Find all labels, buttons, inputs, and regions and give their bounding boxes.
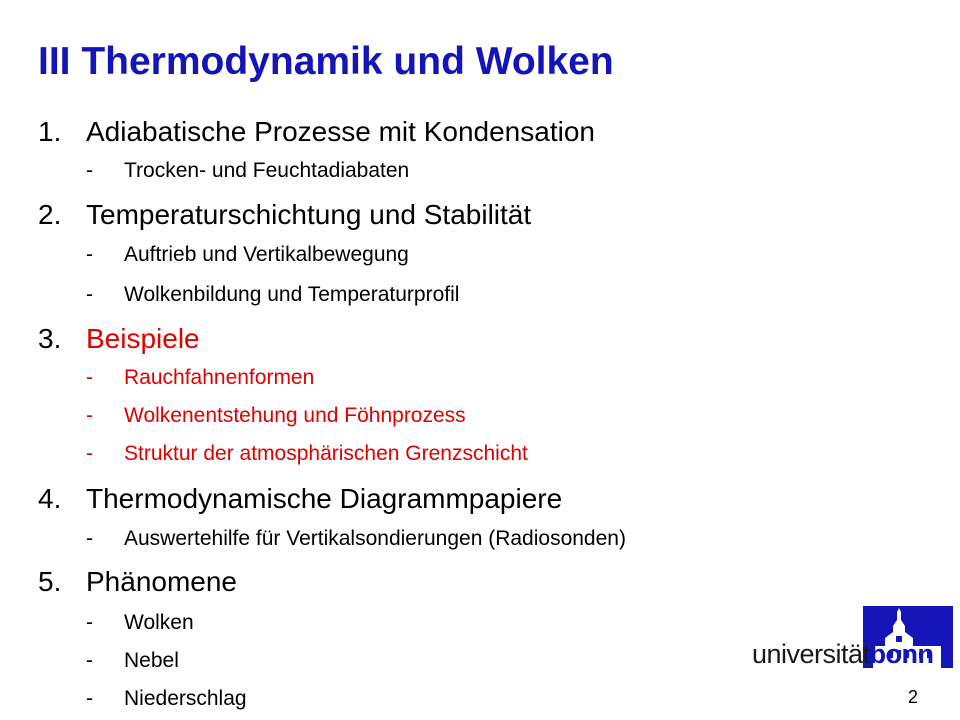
subitem-4-1 bbox=[86, 528, 626, 549]
item-number: 3. bbox=[38, 323, 62, 354]
subitem-2-1 bbox=[86, 244, 409, 265]
subitem-label: Struktur der atmosphärischen Grenzschicht bbox=[124, 442, 528, 465]
subitem-label: Wolken bbox=[124, 611, 194, 634]
subitem-label: Niederschlag bbox=[124, 687, 247, 710]
outline-item-5 bbox=[38, 568, 237, 596]
item-label: Phänomene bbox=[86, 566, 238, 597]
subitem-label: Auswertehilfe für Vertikalsondierungen (Radiosonden) bbox=[124, 527, 626, 550]
subitem-5-1 bbox=[86, 612, 194, 633]
item-label: Thermodynamische Diagrammpapiere bbox=[86, 483, 563, 514]
bullet-dash: - bbox=[86, 687, 93, 710]
bullet-dash: - bbox=[86, 283, 93, 306]
logo-text-bonn: bonn bbox=[869, 639, 934, 669]
item-label: Adiabatische Prozesse mit Kondensation bbox=[86, 116, 595, 147]
university-logo bbox=[752, 641, 934, 668]
subitem-label: Rauchfahnenformen bbox=[124, 366, 315, 389]
bullet-dash: - bbox=[86, 611, 93, 634]
item-label: Temperaturschichtung und Stabilität bbox=[86, 199, 532, 230]
subitem-3-2 bbox=[86, 405, 466, 426]
subitem-label: Wolkenbildung und Temperaturprofil bbox=[124, 283, 460, 306]
slide-title: III Thermodynamik und Wolken bbox=[38, 40, 614, 83]
item-number: 5. bbox=[38, 566, 62, 597]
outline-item-4 bbox=[38, 485, 562, 513]
subitem-5-3 bbox=[86, 688, 247, 709]
subitem-label: Wolkenentstehung und Föhnprozess bbox=[124, 404, 466, 427]
bullet-dash: - bbox=[86, 159, 93, 182]
item-number: 1. bbox=[38, 116, 62, 147]
outline-item-1 bbox=[38, 118, 595, 146]
page-number: 2 bbox=[908, 687, 919, 707]
subitem-1-1 bbox=[86, 160, 409, 181]
subitem-3-3 bbox=[86, 443, 528, 464]
subitem-3-1 bbox=[86, 367, 314, 388]
bullet-dash: - bbox=[86, 404, 93, 427]
bullet-dash: - bbox=[86, 649, 93, 672]
subitem-label: Trocken- und Feuchtadiabaten bbox=[124, 159, 410, 182]
bullet-dash: - bbox=[86, 442, 93, 465]
bullet-dash: - bbox=[86, 527, 93, 550]
subitem-label: Nebel bbox=[124, 649, 179, 672]
item-number: 4. bbox=[38, 483, 62, 514]
bullet-dash: - bbox=[86, 243, 93, 266]
item-number: 2. bbox=[38, 199, 62, 230]
outline-item-2 bbox=[38, 201, 531, 229]
outline-item-3 bbox=[38, 325, 200, 353]
item-label: Beispiele bbox=[86, 323, 200, 354]
subitem-label: Auftrieb und Vertikalbewegung bbox=[124, 243, 409, 266]
subitem-5-2 bbox=[86, 650, 179, 671]
subitem-2-2 bbox=[86, 284, 459, 305]
logo-text-universitaet: universität bbox=[752, 639, 870, 669]
bullet-dash: - bbox=[86, 366, 93, 389]
